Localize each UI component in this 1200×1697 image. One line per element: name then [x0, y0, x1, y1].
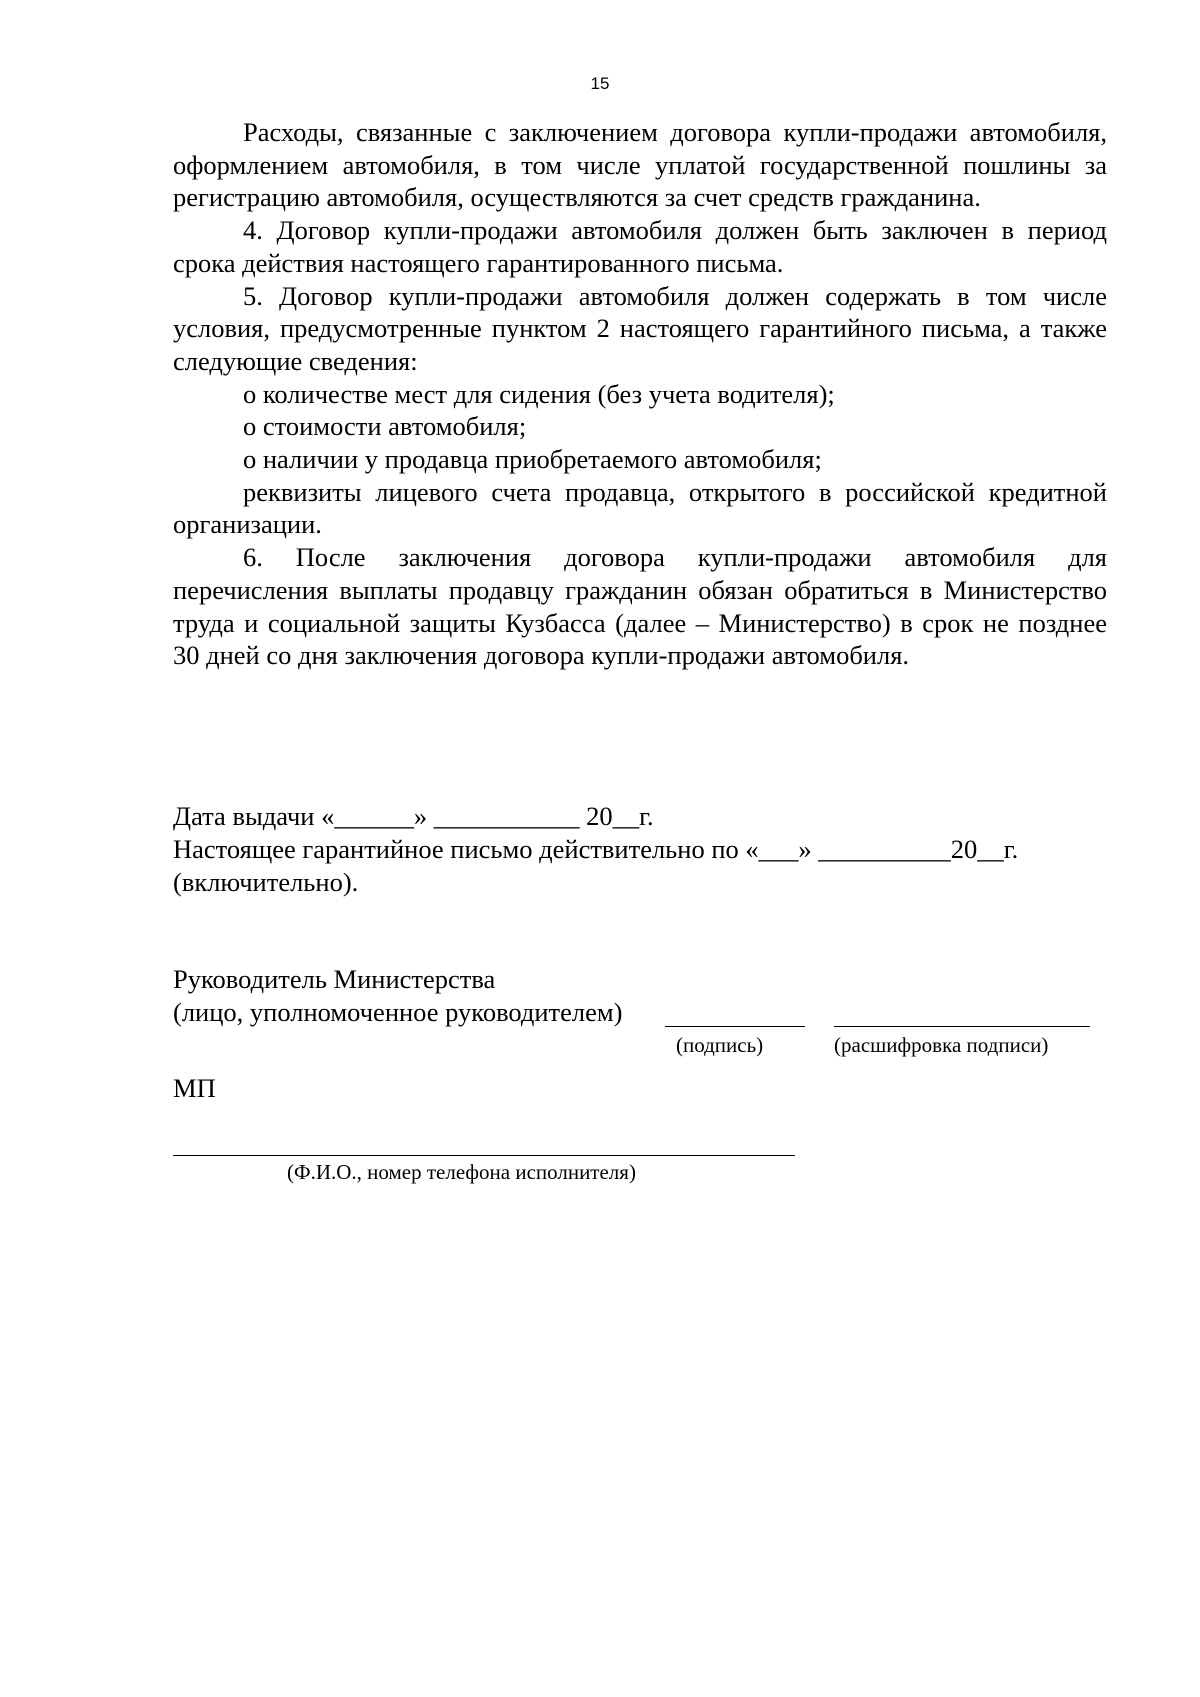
requirement-item: реквизиты лицевого счета продавца, открытого в российской кредитной организации.: [173, 476, 1107, 540]
signature-decoding-line: [834, 1026, 1090, 1027]
issue-date-line: Дата выдачи «______» ___________ 20__г.: [173, 801, 654, 831]
requirement-item: о стоимости автомобиля;: [243, 411, 527, 442]
clause-4-paragraph: 4. Договор купли-продажи автомобиля должен быть заключен в период срока действия настоящего гарантированного письма.: [173, 215, 1107, 278]
validity-text: Настоящее гарантийное письмо действительно по «___» __________20__г.: [173, 834, 1019, 864]
requirement-item: о количестве мест для сидения (без учета водителя);: [243, 378, 835, 409]
expenses-paragraph: Расходы, связанные с заключением договора купли-продажи автомобиля, оформлением автомобиля, в том числе уплатой государственной пошлины за регистрацию автомобиля, осуществляются за счет средств гражданина.: [173, 117, 1107, 213]
signature-caption: (подпись): [676, 1033, 764, 1057]
validity-line: [173, 833, 1107, 865]
page-number: 15: [590, 74, 610, 93]
clause-5-paragraph: 5. Договор купли-продажи автомобиля должен содержать в том числе условия, предусмотренные пунктом 2 настоящего гарантийного письма, а также следующие сведения:: [173, 280, 1107, 376]
executor-line: [173, 1155, 795, 1156]
stamp-label: МП: [173, 1073, 216, 1103]
signature-decoding-caption: (расшифровка подписи): [834, 1033, 1049, 1057]
authorized-person: (лицо, уполномоченное руководителем): [173, 997, 623, 1027]
clause-6-paragraph: 6. После заключения договора купли-продажи автомобиля для перечисления выплаты продавцу гражданин обязан обратиться в Министерство труда и социальной защиты Кузбасса (далее – Министерство) в срок не позднее 30 дней со дня заключения договора купли-продажи автомобиля.: [173, 542, 1107, 671]
validity-inclusive: (включительно).: [173, 867, 359, 897]
signature-line: [665, 1026, 805, 1027]
executor-caption: (Ф.И.О., номер телефона исполнителя): [287, 1160, 636, 1184]
head-title: Руководитель Министерства: [173, 964, 496, 994]
letter-body: [173, 116, 1107, 672]
requirement-item: о наличии у продавца приобретаемого автомобиля;: [243, 444, 822, 475]
